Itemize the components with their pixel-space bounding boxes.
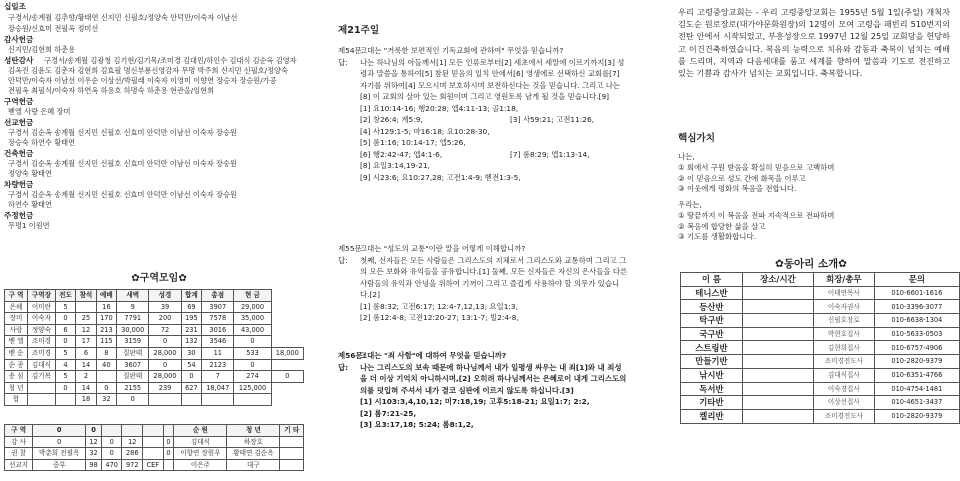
attendance-cell: 대구 <box>227 459 280 471</box>
club-row <box>681 300 960 314</box>
district-cell: 3607 <box>117 359 149 371</box>
district-cell: 김대식 <box>28 359 56 371</box>
week-title: 제21주일 <box>338 25 380 36</box>
attendance-cell: 12 <box>122 436 143 448</box>
district-cell: 170 <box>96 313 116 325</box>
attendance-header-cell <box>143 425 164 437</box>
district-cell <box>149 394 181 406</box>
club-row <box>681 382 960 396</box>
reference-list <box>338 396 628 431</box>
club-cell: 이태연목사 <box>813 286 874 300</box>
reference-list <box>338 301 628 324</box>
roster-line: 전필옥 최필식/이숙자 하연옥 하용호 하명숙 하춘용 현관을/임현희 <box>8 86 215 95</box>
district-cell: 9 <box>117 301 149 313</box>
roster-line: 구경서/송계월 김추향/황태연 신지민 신필호/정양숙 안덕만/이숙자 이남선 <box>8 13 238 22</box>
district-row <box>5 359 304 371</box>
roster-line: 장승숙 하연수 황태연 <box>8 138 76 147</box>
attendance-cell: 박춘희 전필옥 <box>33 448 86 460</box>
attendance-row <box>5 459 304 471</box>
attendance-cell: 황태연 김순옥 <box>227 448 280 460</box>
district-cell <box>28 382 56 394</box>
reference-text: [5] 롬1:16; 10:14-17; 엡5:26, <box>360 138 466 147</box>
district-header-cell: 현 금 <box>234 290 271 302</box>
district-cell: 125,000 <box>234 382 271 394</box>
district-cell: 3016 <box>202 324 234 336</box>
roster-line: 구경서/송계월 김광청 김기현/김기목/조미경 김대민/하인수 김대식 김순옥 김영자 <box>44 56 297 65</box>
district-cell: 69 <box>181 301 201 313</box>
district-cell: 순 종 <box>5 359 28 371</box>
attendance-cell: 0 <box>163 448 174 460</box>
section-title-district: 구역헌금 <box>4 97 34 106</box>
right-column <box>662 0 960 481</box>
club-cell <box>742 409 813 423</box>
attendance-cell: 중부 <box>33 459 86 471</box>
district-cell: 12 <box>76 324 96 336</box>
district-cell: 627 <box>181 382 201 394</box>
district-cell: 이숙자 <box>28 313 56 325</box>
district-cell: 0 <box>234 336 271 348</box>
roster-line: 구경서 김순옥 송계월 신지민 신필호 신효미 안덕만 이남선 이숙자 장승원 <box>8 128 237 137</box>
district-header-cell: 참석 <box>76 290 96 302</box>
district-row <box>5 336 304 348</box>
district-header-cell: 예배 <box>96 290 116 302</box>
core-values-title: 핵심가치 <box>678 133 716 144</box>
club-cell: 조미경전도사 <box>813 409 874 423</box>
club-cell: 켈리반 <box>681 409 743 423</box>
club-cell: 스트링반 <box>681 341 743 355</box>
district-header-cell: 전도 <box>55 290 75 302</box>
attendance-cell: 선교지 <box>5 459 33 471</box>
reference-row <box>360 149 628 161</box>
core-group-head: 나는, <box>678 152 695 161</box>
answer-text: 나는 하나님의 아들께서[1] 모든 인류로부터[2] 세초에서 세말에 이르기까지[3] 성령과 말씀을 통하여[5] 참된 믿음의 일치 안에서[6] 영생에로 선택하신 교회를[7] 자기를 위하여[4] 모으시며 보호하시며 보전하신다는 것을 믿습니다. 그리고 나는[8] 이 교회의 살아 있는 회원이며 그리고 영원토록 남게 될 것을 믿습니다.[9] <box>360 57 625 101</box>
district-row <box>5 382 304 394</box>
district-cell: 장미 <box>5 313 28 325</box>
district-cell: 239 <box>149 382 181 394</box>
reference-text: [3] 사59:21; 고전11:26, <box>510 115 595 124</box>
district-cell <box>55 394 75 406</box>
district-cell: 39 <box>149 301 181 313</box>
district-cell: 533 <box>234 347 271 359</box>
attendance-header-cell: 0 <box>33 425 86 437</box>
district-header-cell: 성경 <box>149 290 181 302</box>
attendance-cell: 32 <box>86 448 102 460</box>
club-cell <box>742 300 813 314</box>
district-row <box>5 313 304 325</box>
reference-text: [3] 요3:17,18; 5:24; 롬8:1,2, <box>360 420 474 429</box>
question-56 <box>338 350 628 431</box>
district-cell: 5 <box>55 347 75 359</box>
district-cell <box>76 301 96 313</box>
district-cell <box>96 371 116 383</box>
district-cell: 벧 엘 <box>5 336 28 348</box>
district-cell: 25 <box>76 313 96 325</box>
question-tag: 제54문: <box>338 46 365 55</box>
reference-row <box>360 419 628 431</box>
roster-line: 신지민/김현희 하춘용 <box>8 45 76 54</box>
roster-line: 김옥진 김윤도 김춘자 김현희 김효필 명신부룡신영감자 무명 박주희 신지민 신필호/정양숙 <box>8 66 288 75</box>
district-cell: 0 <box>55 382 75 394</box>
section-title-designated: 주정헌금 <box>4 211 34 220</box>
attendance-cell: 하장호 <box>227 436 280 448</box>
attendance-cell: 권 찰 <box>5 448 33 460</box>
attendance-cell <box>280 436 304 448</box>
district-cell: 7578 <box>202 313 234 325</box>
roster-line: 무명1 이원연 <box>8 221 50 230</box>
question-text: 그대는 "죄 사함"에 대하여 무엇을 믿습니까? <box>360 351 507 360</box>
club-cell: 010-6638-1304 <box>874 314 959 328</box>
catechism-column <box>320 0 640 481</box>
district-cell: 274 <box>234 371 271 383</box>
district-cell: 합 <box>5 394 28 406</box>
attendance-header-cell: 청 년 <box>227 425 280 437</box>
club-header-cell: 문의 <box>874 273 959 287</box>
roster-line: 정양숙 황태연 <box>8 169 52 178</box>
answer-tag: 답: <box>338 362 349 372</box>
attendance-header-cell: 순 원 <box>174 425 227 437</box>
club-cell: 010-6757-4906 <box>874 341 959 355</box>
answer-tag: 답: <box>338 255 348 265</box>
district-row <box>5 347 304 359</box>
club-cell <box>742 382 813 396</box>
district-cell: 195 <box>181 313 201 325</box>
district-cell: 벧 순 <box>5 347 28 359</box>
club-cell <box>742 314 813 328</box>
district-cell <box>181 394 201 406</box>
reference-row <box>360 126 628 138</box>
club-row <box>681 396 960 410</box>
attendance-cell <box>143 448 164 460</box>
reference-text: [1] 요10:14-16; 행20:28; 엡4:11-13; 골1:18, <box>360 103 519 113</box>
district-cell: 질판태 <box>117 347 149 359</box>
district-cell: 질판태 <box>117 371 149 383</box>
district-cell: 7 <box>202 371 234 383</box>
club-cell <box>742 368 813 382</box>
question-tag: 제56문: <box>338 351 366 360</box>
district-cell: 8 <box>96 347 116 359</box>
core-item: ② 복음에 합당한 삶을 살고 <box>678 221 766 231</box>
core-item: ③ 기도를 생활화합니다. <box>678 232 756 242</box>
club-cell: 이숙경집사 <box>813 382 874 396</box>
district-cell: 14 <box>76 359 96 371</box>
attendance-row <box>5 448 304 460</box>
question-text: 그대는 "거룩한 보편적인 기독교회에 관하여" 무엇을 믿습니까? <box>360 46 564 55</box>
attendance-cell: 0 <box>101 436 122 448</box>
attendance-cell <box>143 436 164 448</box>
reference-text: [6] 행2:42-47; 엡4:1-6, <box>360 149 443 159</box>
club-table-title: ✿동아리 소개✿ <box>775 258 847 270</box>
reference-row <box>360 103 628 115</box>
club-cell: 010-4651-3437 <box>874 396 959 410</box>
reference-row <box>360 114 628 126</box>
club-row <box>681 327 960 341</box>
answer-text: 나는 그리스도의 보속 때문에 하나님께서 내가 일평생 싸우는 내 죄[1]와 내 죄성을 더 이상 기억치 아니하시며,[2] 오히려 하나님께서는 은혜로이 내게 그리스도의 의를 덧입혀 주셔서 내가 결코 심판에 이르지 않도록 하십니다.[3] <box>360 362 627 395</box>
club-cell: 등산반 <box>681 300 743 314</box>
club-row <box>681 286 960 300</box>
club-cell: 박현호집사 <box>813 327 874 341</box>
attendance-cell <box>280 459 304 471</box>
question-55 <box>338 243 628 324</box>
attendance-cell: 98 <box>86 459 102 471</box>
core-group-head: 우리는, <box>678 200 702 209</box>
district-cell: 4 <box>55 359 75 371</box>
district-row <box>5 301 304 313</box>
district-cell: 3159 <box>117 336 149 348</box>
attendance-cell: 강 사 <box>5 436 33 448</box>
club-cell: 010-4754-1481 <box>874 382 959 396</box>
district-header-cell: 합계 <box>181 290 201 302</box>
question-54 <box>338 45 628 183</box>
reference-text: [2] 롬12:4-8; 고전12:20-27; 13:1-7; 빌2:4-8, <box>360 313 519 322</box>
section-title-building: 건축헌금 <box>4 149 34 158</box>
district-cell: 18,000 <box>271 347 303 359</box>
district-cell: 5 <box>55 371 75 383</box>
club-cell: 독서반 <box>681 382 743 396</box>
district-cell: 김기복 <box>28 371 56 383</box>
club-cell: 010-3396-3077 <box>874 300 959 314</box>
club-cell <box>742 341 813 355</box>
reference-row <box>360 396 628 408</box>
roster-line: 구경서 김순옥 송계월 신지민 신필호 신효미 안덕만 이남선 이숙자 장승원 <box>8 159 237 168</box>
district-cell: 조미경 <box>28 347 56 359</box>
attendance-cell: 김대식 <box>174 436 227 448</box>
district-cell: 3546 <box>202 336 234 348</box>
club-cell: 만들기반 <box>681 355 743 369</box>
attendance-cell <box>163 459 174 471</box>
district-cell: 0 <box>55 336 75 348</box>
attendance-header-cell <box>122 425 143 437</box>
district-cell: 송 심 <box>5 371 28 383</box>
district-table-title: ✿구역모임✿ <box>131 273 187 284</box>
district-header-cell: 구 역 <box>5 290 28 302</box>
attendance-cell: 470 <box>101 459 122 471</box>
club-cell <box>742 327 813 341</box>
club-cell: 010-5633-0503 <box>874 327 959 341</box>
club-cell: 낚시반 <box>681 368 743 382</box>
district-cell: 5 <box>55 301 75 313</box>
reference-row <box>360 312 628 324</box>
attendance-table <box>4 424 304 471</box>
club-row <box>681 341 960 355</box>
district-cell: 0 <box>149 336 181 348</box>
answer-text: 첫째, 신자들은 모든 사람들은 그리스도의 지체로서 그리스도와 교통하며 그리고 그의 모든 보화와 유익들을 공유합니다.[1] 둘째, 모든 신자들은 자신의 은사들을 다른 사람들의 유익과 안녕을 위하여 기꺼이 그리고 즐겁게 사용하야 할 의무가 있습니다.[2] <box>360 255 628 299</box>
district-header-cell: 새벽 <box>117 290 149 302</box>
core-item: ③ 이웃에게 평화의 복음을 전합니다. <box>678 184 797 194</box>
club-cell: 이상선집사 <box>813 396 874 410</box>
section-title-vehicle: 차량헌금 <box>4 180 34 189</box>
district-cell: 이미란 <box>28 301 56 313</box>
district-row <box>5 394 304 406</box>
reference-text: [1] 시103:3,4,10,12; 미7:18,19; 고후5:18-21; 요일1:7; 2:2, <box>360 397 590 406</box>
district-cell: 40 <box>96 359 116 371</box>
district-cell: 0 <box>149 359 181 371</box>
club-cell: 테니스반 <box>681 286 743 300</box>
reference-text: [4] 사129:1-5; 마16:18; 요10:28-30, <box>360 126 490 136</box>
reference-list <box>338 103 628 184</box>
district-cell: 16 <box>96 301 116 313</box>
roster-line: 하연수 황태연 <box>8 200 52 209</box>
roster-line: 안덕만/이숙자 이남선 이우순 이상선/박필래 이숙자 이영미 이향연 장승자 장승원/가공 <box>8 76 277 85</box>
club-row <box>681 409 960 423</box>
district-cell: 0 <box>55 313 75 325</box>
district-cell <box>234 394 271 406</box>
district-cell: 18,047 <box>202 382 234 394</box>
core-values-us <box>678 200 948 243</box>
district-cell: 3907 <box>202 301 234 313</box>
club-cell: 010-2820-9379 <box>874 355 959 369</box>
reference-row <box>360 137 628 149</box>
club-cell: 국구반 <box>681 327 743 341</box>
district-cell: 30 <box>181 347 201 359</box>
attendance-cell: 12 <box>86 436 102 448</box>
roster-line: 벧엘 사랑 은혜 장미 <box>8 107 71 116</box>
district-cell: 6 <box>76 347 96 359</box>
club-cell: 신필호장로 <box>813 314 874 328</box>
reference-text: [7] 롬8:29; 엡1:13-14, <box>510 149 590 159</box>
reference-text: [8] 요일3:14,19-21, <box>360 161 430 170</box>
answer-tag: 답: <box>338 57 348 67</box>
church-intro: 우리 고령중앙교회는 - 우리 고령중앙교회는 1955년 5월 1일(주일) 개척자 김도순 원로장로(대가야문화원장)의 12명이 모여 고령읍 패빈리 510번지의 전탄 안에서 시작되었고, 부흥성장으로 1997년 12월 25일 교회당을 헌당하고 이건건축하였습니다. 복음의 능력으로 치유와 감동과 축복이 넘치는 예배를 드리며, 지역과 다음세대를 품고 세계를 향하여 말씀과 기도로 전진하고 있는 기쁨과 감사가 넘치는 교회입니다. 축복합니다. <box>678 7 950 79</box>
reference-text: [2] 롬7:21-25, <box>360 408 417 418</box>
district-cell: 조미경 <box>28 336 56 348</box>
district-cell: 28,000 <box>149 347 181 359</box>
district-cell: 32 <box>96 394 116 406</box>
attendance-cell: CEF <box>143 459 164 471</box>
district-cell: 29,000 <box>234 301 271 313</box>
reference-row <box>360 172 628 184</box>
district-cell: 115 <box>96 336 116 348</box>
club-header-cell: 이 름 <box>681 273 743 287</box>
district-cell: 0 <box>117 394 149 406</box>
roster-line: 장승원/신효미 전필옥 정미선 <box>8 24 99 33</box>
attendance-header-cell <box>101 425 122 437</box>
club-cell <box>742 355 813 369</box>
core-item: ② 이 믿음으로 성도 간에 화목을 이루고 <box>678 173 806 183</box>
club-row <box>681 368 960 382</box>
club-cell: 010-2820-9379 <box>874 409 959 423</box>
core-item: ① 땅끝까지 이 복음을 전파 지속적으로 전파하며 <box>678 210 835 220</box>
club-header-cell: 회장/총무 <box>813 273 874 287</box>
district-cell: 43,000 <box>234 324 271 336</box>
attendance-cell: 0 <box>101 448 122 460</box>
attendance-header-cell <box>163 425 174 437</box>
club-cell: 010-6601-1616 <box>874 286 959 300</box>
reference-row <box>360 408 628 420</box>
club-row <box>681 314 960 328</box>
core-values-me <box>678 152 948 195</box>
district-cell: 17 <box>76 336 96 348</box>
district-cell: 14 <box>76 382 96 394</box>
district-cell: 11 <box>202 347 234 359</box>
attendance-cell: 이향연 장원우 <box>174 448 227 460</box>
section-title-tithe: 십일조 <box>4 2 27 11</box>
district-cell: 18 <box>76 394 96 406</box>
district-cell: 0 <box>181 371 201 383</box>
district-cell: 231 <box>181 324 201 336</box>
attendance-cell <box>280 448 304 460</box>
attendance-cell: 0 <box>33 436 86 448</box>
reference-text: [1] 롬8:32; 고전6:17; 12:4-7,12,13; 요일1:3, <box>360 301 518 311</box>
district-header-cell: 총점 <box>202 290 234 302</box>
attendance-header-cell: 0 <box>86 425 102 437</box>
reference-text: [2] 창26:4; 계5:9, <box>360 115 423 124</box>
roster-line: 구경서 김순옥 송계월 신지민 신필호 신효미 안덕만 이남선 이숙자 장승원 <box>8 190 237 199</box>
district-header-cell: 구역장 <box>28 290 56 302</box>
reference-row <box>360 301 628 313</box>
district-cell: 0 <box>271 371 303 383</box>
district-cell: 30,000 <box>117 324 149 336</box>
attendance-cell: 0 <box>163 436 174 448</box>
club-cell: 010-6351-4766 <box>874 368 959 382</box>
attendance-cell: 이은주 <box>174 459 227 471</box>
district-row <box>5 324 304 336</box>
question-text: 그대는 "성도의 교통"이란 말을 어떻게 이해합니까? <box>360 244 526 253</box>
district-cell: 사랑 <box>5 324 28 336</box>
district-cell: 6 <box>55 324 75 336</box>
club-cell: 이숙자권사 <box>813 300 874 314</box>
club-row <box>681 355 960 369</box>
core-item: ① 회에서 구원 받음을 확실히 믿음으로 고백하며 <box>678 162 835 172</box>
district-cell <box>28 394 56 406</box>
reference-text: [9] 시23:6; 요10:27,28; 고전1:4-9; 벧전1:3-5, <box>360 172 521 182</box>
club-cell: 김대식집사 <box>813 368 874 382</box>
district-cell: 54 <box>181 359 201 371</box>
district-cell: 72 <box>149 324 181 336</box>
club-cell: 기타반 <box>681 396 743 410</box>
district-cell: 7791 <box>117 313 149 325</box>
district-cell: 정양숙 <box>28 324 56 336</box>
attendance-header-cell: 기 타 <box>280 425 304 437</box>
section-title-mission: 선교헌금 <box>4 118 34 127</box>
district-cell: 132 <box>181 336 201 348</box>
district-cell: 35,000 <box>234 313 271 325</box>
club-cell: 탁구반 <box>681 314 743 328</box>
district-cell: 0 <box>96 382 116 394</box>
club-cell: 조미경전도사 <box>813 355 874 369</box>
district-row <box>5 371 304 383</box>
district-table <box>4 289 304 406</box>
attendance-header-cell: 구 역 <box>5 425 33 437</box>
district-cell: 2 <box>76 371 96 383</box>
section-title-thanks: 감사헌금 <box>4 35 34 44</box>
club-cell <box>742 286 813 300</box>
district-cell: 은혜 <box>5 301 28 313</box>
club-header-cell: 장소/시간 <box>742 273 813 287</box>
district-cell <box>202 394 234 406</box>
district-cell: 2155 <box>117 382 149 394</box>
club-table <box>680 272 960 424</box>
attendance-row <box>5 436 304 448</box>
district-cell: 28,000 <box>149 371 181 383</box>
section-title-christmas: 성탄감사 <box>4 56 34 65</box>
attendance-cell: 972 <box>122 459 143 471</box>
attendance-cell: 286 <box>122 448 143 460</box>
district-cell: 0 <box>234 359 271 371</box>
district-cell: 200 <box>149 313 181 325</box>
district-cell: 213 <box>96 324 116 336</box>
question-tag: 제55문: <box>338 244 365 253</box>
club-cell <box>742 396 813 410</box>
left-column <box>0 0 318 481</box>
district-cell: 2123 <box>202 359 234 371</box>
district-cell: 청 년 <box>5 382 28 394</box>
club-cell: 김현희집사 <box>813 341 874 355</box>
reference-row <box>360 160 628 172</box>
